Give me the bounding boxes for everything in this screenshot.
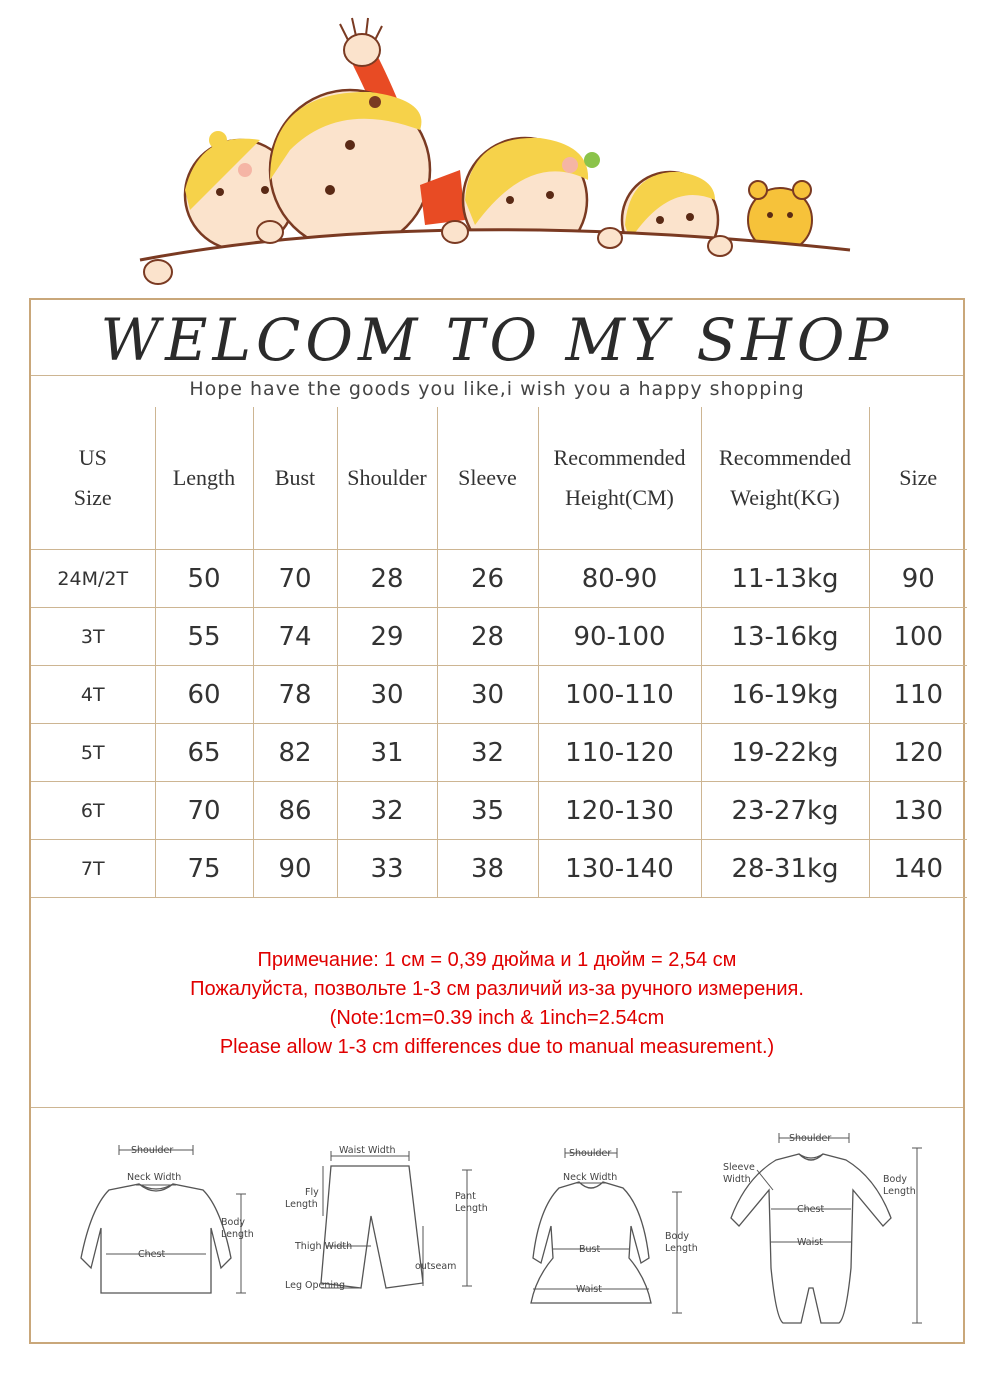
cell-bust: 78: [253, 666, 337, 724]
cell-length: 70: [155, 782, 253, 840]
dress-diagram: [531, 1148, 698, 1313]
cell-height: 90-100: [538, 608, 701, 666]
cell-shoulder: 30: [337, 666, 437, 724]
cell-weight: 28-31kg: [701, 840, 869, 898]
pants-fly-label-1: Fly: [305, 1187, 319, 1198]
romper-body-label-1: Body: [883, 1174, 907, 1185]
cell-size: 110: [869, 666, 967, 724]
note-line: Пожалуйста, позвольте 1-3 см различий из-за ручного измерения.: [190, 978, 804, 1000]
cell-bust: 74: [253, 608, 337, 666]
cell-us-size: 6T: [31, 782, 155, 840]
cell-sleeve: 30: [437, 666, 538, 724]
dress-body-label-1: Body: [665, 1231, 689, 1242]
cell-sleeve: 32: [437, 724, 538, 782]
cell-us-size: 7T: [31, 840, 155, 898]
cell-shoulder: 32: [337, 782, 437, 840]
table-row: [31, 840, 967, 898]
cell-sleeve: 35: [437, 782, 538, 840]
cell-shoulder: 33: [337, 840, 437, 898]
dress-body-label-2: Length: [665, 1243, 698, 1254]
raised-hand-icon: [340, 18, 382, 66]
col-sleeve: Sleeve: [437, 407, 538, 550]
cell-length: 50: [155, 550, 253, 608]
col-bust: Bust: [253, 407, 337, 550]
measurement-diagrams: [31, 1107, 963, 1345]
romper-body-label-2: Length: [883, 1186, 916, 1197]
dress-shoulder-label: Shoulder: [569, 1148, 612, 1159]
cell-length: 55: [155, 608, 253, 666]
size-chart-frame: [29, 298, 965, 1344]
shirt-body-label-1: Body: [221, 1217, 245, 1228]
pants-waist-label: Waist Width: [339, 1145, 396, 1156]
col-us-size: US Size: [31, 407, 155, 550]
cell-height: 100-110: [538, 666, 701, 724]
dress-waist-label: Waist: [576, 1284, 602, 1295]
cell-weight: 11-13kg: [701, 550, 869, 608]
note-line: (Note:1cm=0.39 inch & 1inch=2.54cm: [329, 1007, 665, 1029]
dress-neck-label: Neck Width: [563, 1172, 618, 1183]
pants-leg-label: Leg Opening: [285, 1280, 346, 1291]
col-recommended-height: Recommended Height(CM): [538, 407, 701, 550]
cell-size: 140: [869, 840, 967, 898]
cell-weight: 16-19kg: [701, 666, 869, 724]
romper-shoulder-label: Shoulder: [789, 1133, 832, 1144]
romper-diagram: [723, 1133, 922, 1323]
table-row: [31, 550, 967, 608]
shirt-icon: [81, 1184, 231, 1293]
cell-bust: 82: [253, 724, 337, 782]
cell-us-size: 3T: [31, 608, 155, 666]
romper-chest-label: Chest: [797, 1204, 825, 1215]
shirt-chest-label: Chest: [138, 1249, 166, 1260]
cell-shoulder: 31: [337, 724, 437, 782]
col-size: Size: [869, 407, 967, 550]
cell-bust: 86: [253, 782, 337, 840]
divider: [31, 375, 963, 376]
cell-us-size: 24M/2T: [31, 550, 155, 608]
cell-sleeve: 38: [437, 840, 538, 898]
romper-sleeve-label-2: Width: [723, 1174, 751, 1185]
table-row: [31, 666, 967, 724]
cell-height: 130-140: [538, 840, 701, 898]
cell-weight: 13-16kg: [701, 608, 869, 666]
note-line: Примечание: 1 см = 0,39 дюйма и 1 дюйм = 2,54 см: [257, 949, 737, 971]
cell-size: 100: [869, 608, 967, 666]
table-row: [31, 724, 967, 782]
pants-pant-label-2: Length: [455, 1203, 488, 1214]
cell-height: 120-130: [538, 782, 701, 840]
cell-weight: 23-27kg: [701, 782, 869, 840]
cell-size: 130: [869, 782, 967, 840]
cell-height: 80-90: [538, 550, 701, 608]
pants-outseam-label: outseam: [415, 1261, 457, 1272]
dress-bust-label: Bust: [579, 1244, 601, 1255]
table-row: [31, 608, 967, 666]
pants-icon: [321, 1166, 423, 1288]
cell-us-size: 5T: [31, 724, 155, 782]
measurement-notes: [31, 946, 963, 1062]
pants-thigh-label: Thigh Width: [295, 1241, 353, 1252]
shirt-shoulder-label: Shoulder: [131, 1145, 174, 1156]
cell-size: 120: [869, 724, 967, 782]
table-header-row: [31, 407, 967, 550]
cell-shoulder: 29: [337, 608, 437, 666]
kid-2-icon: [270, 90, 465, 250]
cell-height: 110-120: [538, 724, 701, 782]
cell-bust: 90: [253, 840, 337, 898]
pants-pant-label-1: Pant: [455, 1191, 476, 1202]
page-title: WELCOM TO MY SHOP: [100, 306, 894, 374]
romper-sleeve-label-1: Sleeve: [723, 1162, 755, 1173]
col-length: Length: [155, 407, 253, 550]
cell-sleeve: 26: [437, 550, 538, 608]
cell-length: 75: [155, 840, 253, 898]
cartoon-kids-banner: [130, 10, 860, 300]
table-row: [31, 782, 967, 840]
pants-diagram: [285, 1145, 488, 1291]
cell-sleeve: 28: [437, 608, 538, 666]
col-recommended-weight: Recommended Weight(KG): [701, 407, 869, 550]
cell-size: 90: [869, 550, 967, 608]
shirt-diagram: [81, 1145, 254, 1293]
shirt-body-label-2: Length: [221, 1229, 254, 1240]
note-line: Please allow 1-3 cm differences due to manual measurement.): [219, 1036, 775, 1058]
cell-length: 60: [155, 666, 253, 724]
pants-fly-label-2: Length: [285, 1199, 318, 1210]
cell-weight: 19-22kg: [701, 724, 869, 782]
cell-shoulder: 28: [337, 550, 437, 608]
cell-bust: 70: [253, 550, 337, 608]
cell-us-size: 4T: [31, 666, 155, 724]
size-table: [31, 407, 967, 898]
col-shoulder: Shoulder: [337, 407, 437, 550]
cell-length: 65: [155, 724, 253, 782]
shirt-neck-label: Neck Width: [127, 1172, 182, 1183]
romper-waist-label: Waist: [797, 1237, 823, 1248]
page-subtitle: Hope have the goods you like,i wish you a happy shopping: [189, 378, 805, 400]
